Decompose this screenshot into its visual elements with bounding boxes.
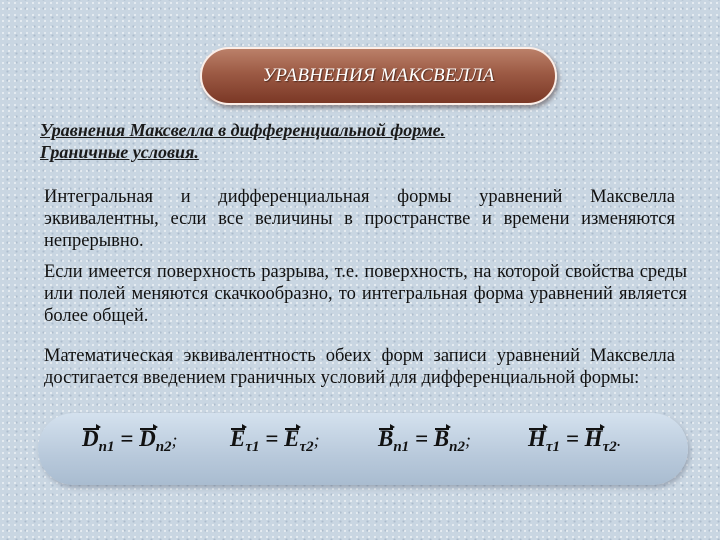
subscript: n1 — [393, 439, 410, 455]
subscript: τ2 — [602, 439, 617, 455]
subscript: τ1 — [545, 439, 561, 455]
vector-symbol: B — [378, 426, 394, 451]
page-title: УРАВНЕНИЯ МАКСВЕЛЛА — [262, 65, 495, 86]
paragraph-2: Если имеется поверхность разрыва, т.е. поверхность, на которой свойства среды или полей меняются скачкообразно, то интегральная форма уравнений является более общей. — [44, 262, 687, 326]
subscript: n2 — [449, 439, 465, 455]
formula-b-boundary: $B_{n1} = B_{n2}$; — [378, 426, 471, 455]
formula-separator: ; — [464, 430, 471, 450]
subscript: n2 — [155, 439, 172, 455]
vector-symbol: E — [230, 426, 246, 451]
subscript: τ2 — [299, 439, 314, 455]
formula-separator: . — [616, 430, 622, 450]
formula-d-boundary: $D_{n1} = D_{n2}$; — [82, 426, 178, 455]
subtitle-line-1: Уравнения Максвелла в дифференциальной форме. — [40, 120, 446, 140]
formula-h-boundary: $H_{\tau 1} = H_{\tau 2}$. — [528, 426, 622, 455]
subscript: n1 — [98, 439, 115, 455]
vector-symbol: H — [584, 426, 603, 451]
vector-symbol: B — [433, 426, 450, 451]
formula-separator: ; — [171, 430, 178, 450]
subscript: τ1 — [245, 439, 260, 455]
vector-symbol: D — [82, 426, 99, 451]
subtitle — [40, 119, 445, 163]
paragraph-1: Интегральная и дифференциальная формы уравнений Максвелла эквивалентны, если все величины в пространстве и времени изменяются непрерывно. — [44, 187, 675, 251]
subtitle-line-2: Граничные условия. — [40, 142, 199, 162]
title-banner — [200, 47, 557, 105]
formula-e-boundary: $E_{\tau 1} = E_{\tau 2}$; — [230, 426, 320, 455]
formula-separator: ; — [313, 430, 320, 450]
vector-symbol: E — [284, 426, 300, 451]
vector-symbol: D — [139, 426, 156, 451]
vector-symbol: H — [528, 426, 546, 451]
paragraph-3: Математическая эквивалентность обеих форм записи уравнений Максвелла достигается введением граничных условий для дифференциальной формы: — [44, 346, 675, 388]
